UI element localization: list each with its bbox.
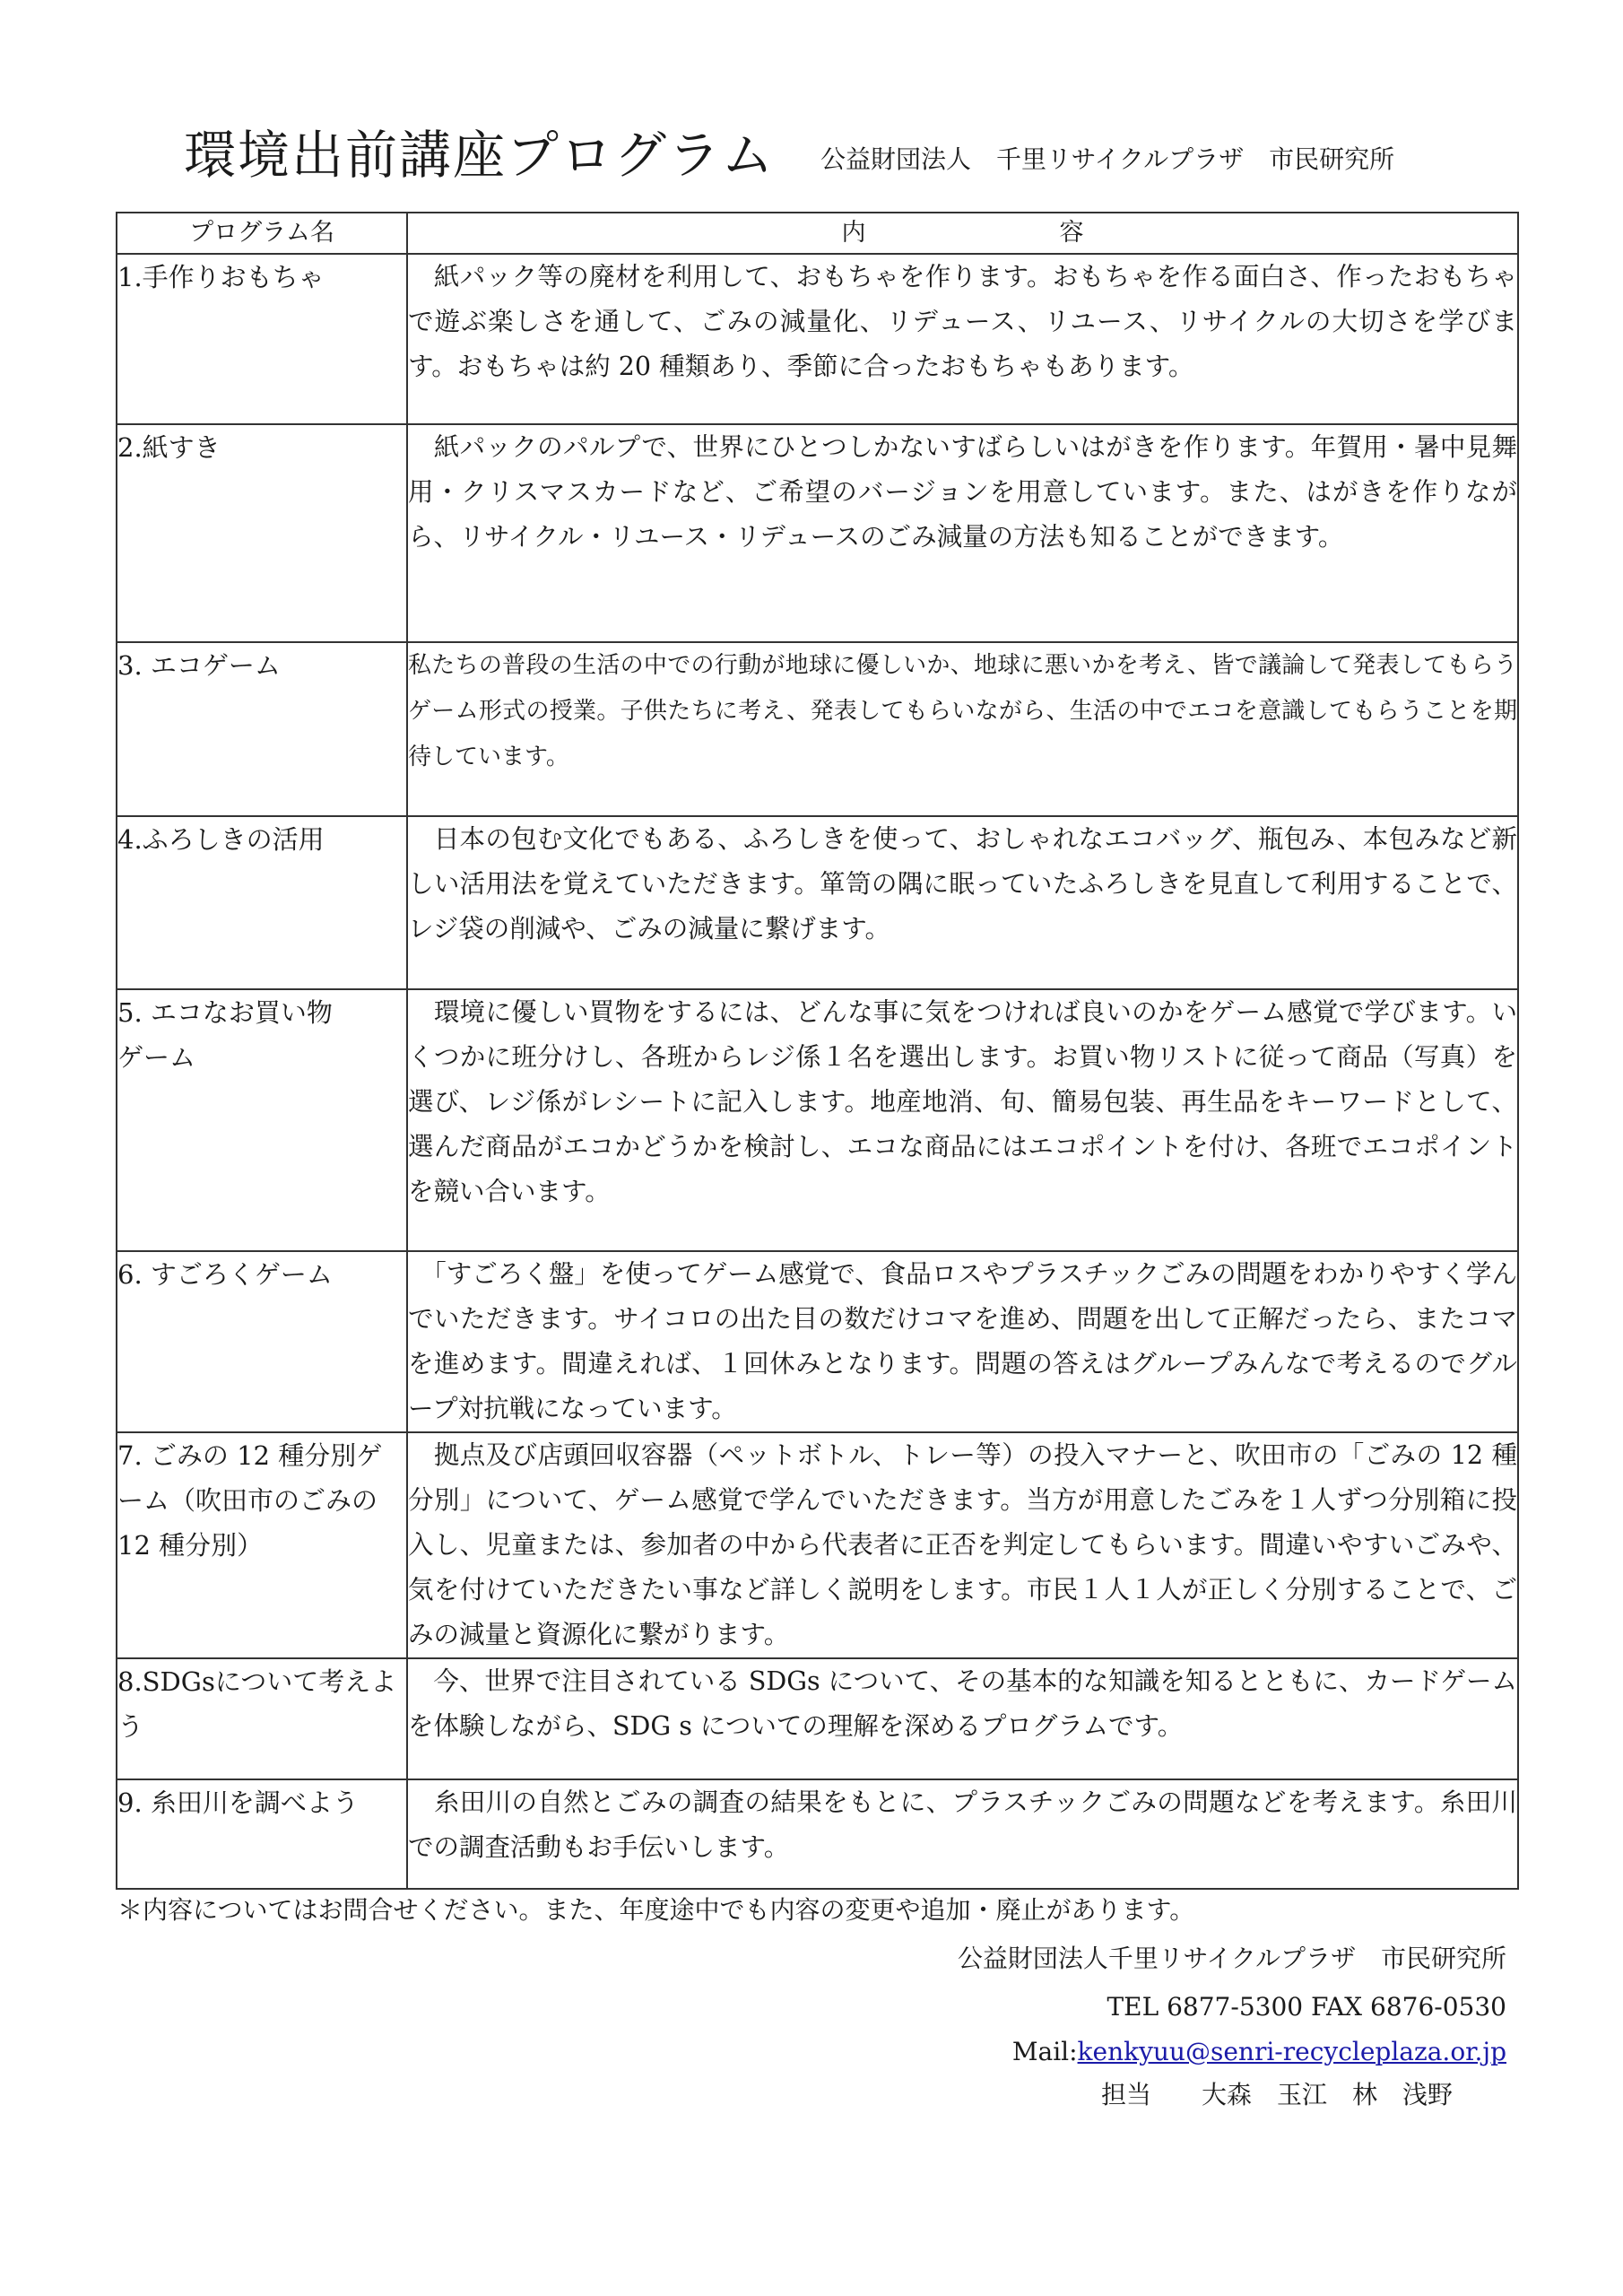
table-header-row <box>117 213 1518 254</box>
program-content: 糸田川の自然とごみの調査の結果をもとに、プラスチックごみの問題などを考えます。糸田川での調査活動もお手伝いします。 <box>407 1779 1518 1889</box>
column-header-program-name: プログラム名 <box>117 213 407 254</box>
program-name: 3. エコゲーム <box>117 642 407 816</box>
program-content: 環境に優しい買物をするには、どんな事に気をつければ良いのかをゲーム感覚で学びます。いくつかに班分けし、各班からレジ係１名を選出します。お買い物リストに従って商品（写真）を選び、レジ係がレシートに記入します。地産地消、旬、簡易包装、再生品をキーワードとして、選んだ商品がエコかどうかを検討し、エコな商品にはエコポイントを付け、各班でエコポイントを競い合います。 <box>407 989 1518 1251</box>
table-row <box>117 1779 1518 1889</box>
program-name: 1.手作りおもちゃ <box>117 254 407 424</box>
page-title: 環境出前講座プログラム <box>184 125 776 186</box>
program-content: 「すごろく盤」を使ってゲーム感覚で、食品ロスやプラスチックごみの問題をわかりやすく学んでいただきます。サイコロの出た目の数だけコマを進め、問題を出して正解だったら、またコマを進めます。間違えれば、１回休みとなります。問題の答えはグループみんなで考えるのでグループ対抗戦になっています。 <box>407 1251 1518 1432</box>
program-content: 今、世界で注目されている SDGs について、その基本的な知識を知るとともに、カードゲームを体験しながら、SDG s についての理解を深めるプログラムです。 <box>407 1658 1518 1779</box>
table-row <box>117 424 1518 642</box>
program-content: 紙パック等の廃材を利用して、おもちゃを作ります。おもちゃを作る面白さ、作ったおもちゃで遊ぶ楽しさを通して、ごみの減量化、リデュース、リユース、リサイクルの大切さを学びます。おもちゃは約 20 種類あり、季節に合ったおもちゃもあります。 <box>407 254 1518 424</box>
program-content: 紙パックのパルプで、世界にひとつしかないすばらしいはがきを作ります。年賀用・暑中見舞用・クリスマスカードなど、ご希望のバージョンを用意しています。また、はがきを作りながら、リサイクル・リユース・リデュースのごみ減量の方法も知ることができます。 <box>407 424 1518 642</box>
program-content: 私たちの普段の生活の中での行動が地球に優しいか、地球に悪いかを考え、皆で議論して発表してもらうゲーム形式の授業。子供たちに考え、発表してもらいながら、生活の中でエコを意識してもらうことを期待しています。 <box>407 642 1518 816</box>
program-table <box>116 212 1519 1890</box>
program-name: 5. エコなお買い物ゲーム <box>117 989 407 1251</box>
program-name: 9. 糸田川を調べよう <box>117 1779 407 1889</box>
organization-name: 公益財団法人 千里リサイクルプラザ 市民研究所 <box>820 144 1395 174</box>
program-name: 6. すごろくゲーム <box>117 1251 407 1432</box>
page-header <box>184 124 1457 196</box>
program-name: 2.紙すき <box>117 424 407 642</box>
program-content: 拠点及び店頭回収容器（ペットボトル、トレー等）の投入マナーと、吹田市の「ごみの 12 種分別」について、ゲーム感覚で学んでいただきます。当方が用意したごみを１人ずつ分別箱に投入し、児童または、参加者の中から代表者に正否を判定してもらいます。間違いやすいごみや、気を付けていただきたい事など詳しく説明をします。市民１人１人が正しく分別することで、ごみの減量と資源化に繋がります。 <box>407 1432 1518 1658</box>
program-name: 7. ごみの 12 種分別ゲーム（吹田市のごみの 12 種分別） <box>117 1432 407 1658</box>
program-name: 4.ふろしきの活用 <box>117 816 407 989</box>
contact-organization: 公益財団法人千里リサイクルプラザ 市民研究所 <box>957 1944 1506 1973</box>
table-row <box>117 1658 1518 1779</box>
table-row <box>117 1251 1518 1432</box>
contact-staff: 担当 大森 玉江 林 浅野 <box>1100 2080 1453 2109</box>
contact-phone-fax: TEL 6877-5300 FAX 6876-0530 <box>1107 1992 1506 2022</box>
email-link[interactable]: kenkyuu@senri-recycleplaza.or.jp <box>1077 2037 1506 2066</box>
column-header-content: 内 容 <box>407 213 1518 254</box>
table-row <box>117 1432 1518 1658</box>
mail-label: Mail: <box>1011 2037 1078 2066</box>
table-row <box>117 816 1518 989</box>
program-name: 8.SDGsについて考えよう <box>117 1658 407 1779</box>
table-row <box>117 989 1518 1251</box>
footnote: ＊内容についてはお問合せください。また、年度途中でも内容の変更や追加・廃止があります。 <box>117 1895 1195 1925</box>
program-content: 日本の包む文化でもある、ふろしきを使って、おしゃれなエコバッグ、瓶包み、本包みなど新しい活用法を覚えていただきます。箪笥の隅に眠っていたふろしきを見直して利用することで、レジ袋の削減や、ごみの減量に繋げます。 <box>407 816 1518 989</box>
table-row <box>117 642 1518 816</box>
contact-mail <box>879 2034 1506 2070</box>
table-row <box>117 254 1518 424</box>
